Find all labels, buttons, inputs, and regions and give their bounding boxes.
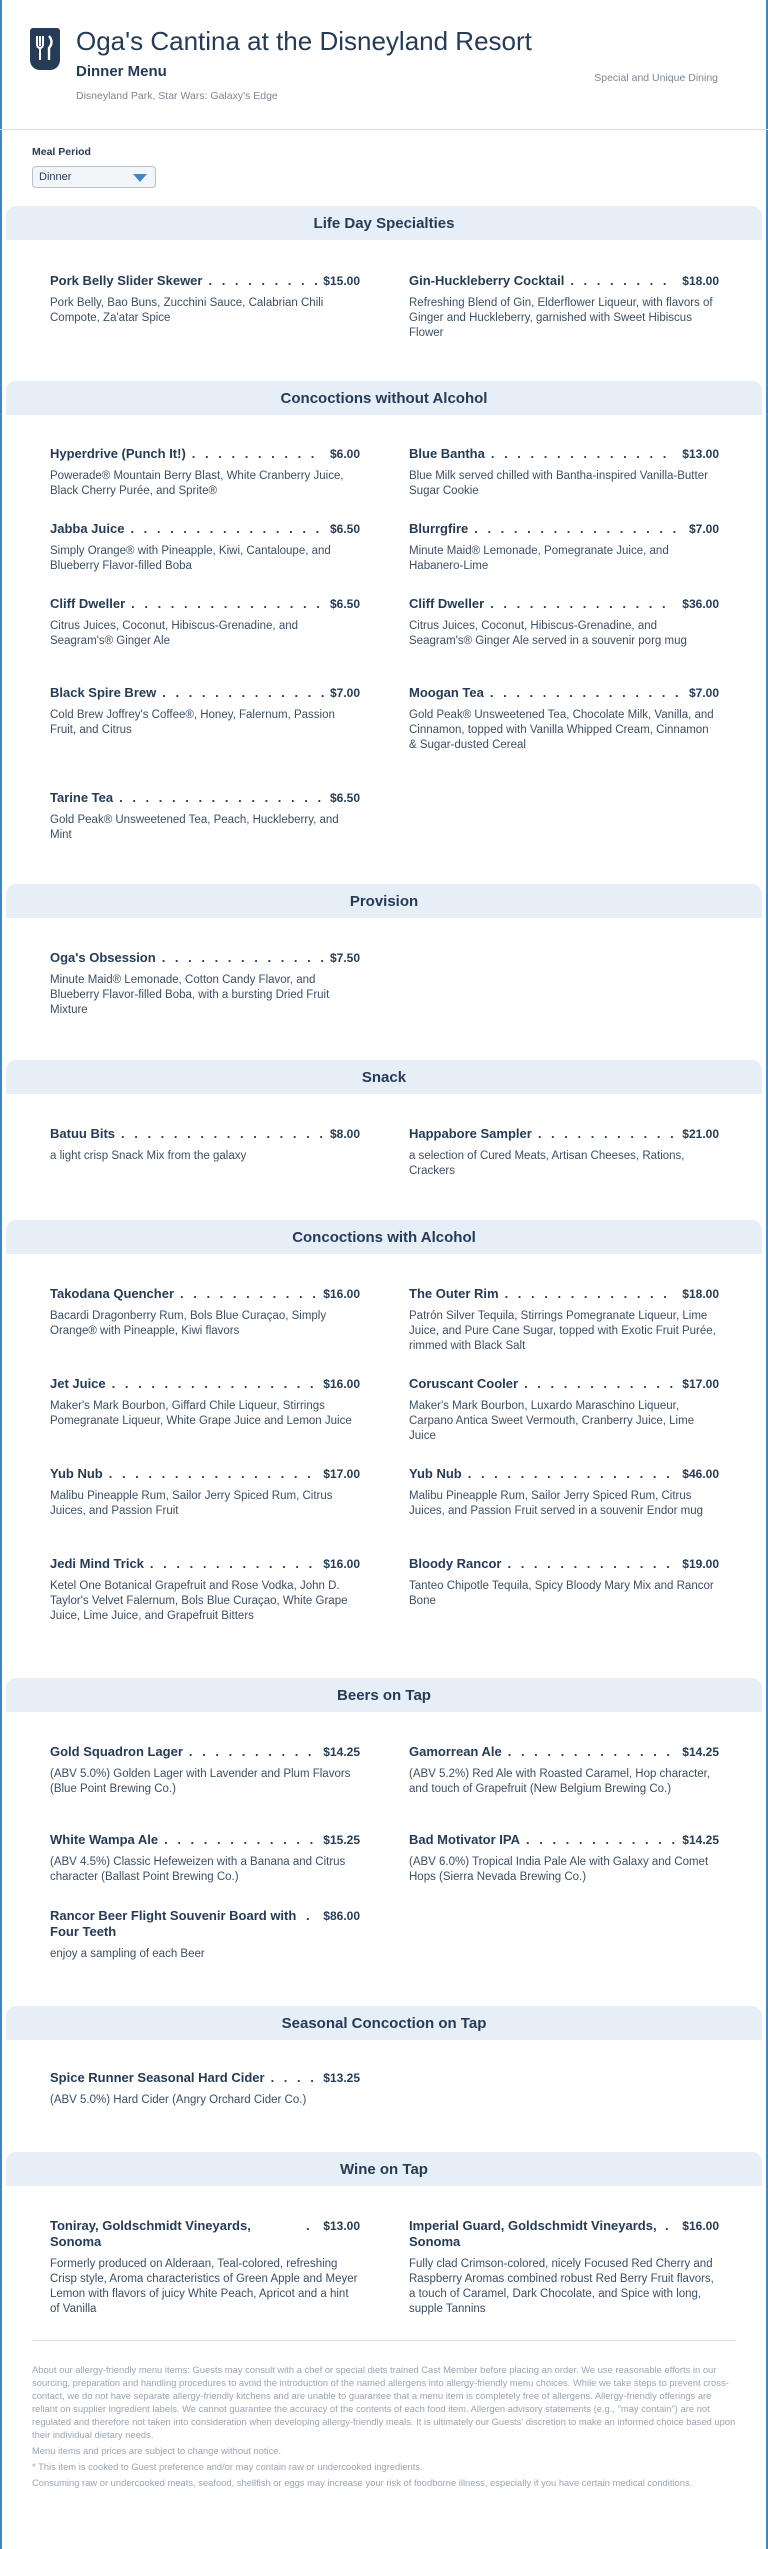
menu-item-name: Blue Bantha: [409, 446, 485, 461]
dot-leader: [119, 790, 324, 806]
dot-leader: [208, 273, 317, 289]
menu-item-header: [50, 790, 360, 806]
section-header: Snack: [6, 1060, 762, 1094]
dot-leader: [490, 685, 683, 701]
dot-leader: [505, 1286, 677, 1302]
dot-leader: [150, 1556, 317, 1572]
dot-leader: [271, 2070, 318, 2086]
dot-leader: [109, 1466, 318, 1482]
menu-item: [50, 1126, 360, 1164]
menu-item: [409, 1744, 719, 1797]
menu-item-description: Citrus Juices, Coconut, Hibiscus-Grenadine, and Seagram's® Ginger Ale: [50, 620, 299, 647]
section-header: Beers on Tap: [6, 1678, 762, 1712]
menu-item: [50, 1556, 360, 1624]
menu-item: [50, 950, 360, 1018]
menu-item-header: [409, 1466, 719, 1482]
menu-item-price: $36.00: [682, 597, 719, 611]
menu-item-description: Gold Peak® Unsweetened Tea, Chocolate Milk, Vanilla, and Cinnamon, topped with Vanilla Whipped Cream, Cinnamon & Sugar-dusted Cereal: [409, 709, 714, 751]
menu-item-description: Minute Maid® Lemonade, Pomegranate Juice, and Habanero-Lime: [409, 545, 669, 572]
menu-item-header: [50, 1126, 360, 1142]
menu-item-description: (ABV 5.2%) Red Ale with Roasted Caramel, Hop character, and touch of Grapefruit (New Belgium Brewing Co.): [409, 1768, 711, 1795]
page-header: [0, 0, 768, 130]
cooked-notice: * This item is cooked to Guest preference and/or may contain raw or undercooked ingredients.: [32, 2461, 423, 2472]
menu-item-price: $13.25: [323, 2071, 360, 2085]
menu-item-description: Ketel One Botanical Grapefruit and Rose Vodka, John D. Taylor's Velvet Falernum, Bols Blue Curaçao, White Grape Juice, Lime Juice, and Grapefruit Bitters: [50, 1580, 348, 1622]
menu-item-name: Jet Juice: [50, 1376, 106, 1391]
menu-item-description: (ABV 6.0%) Tropical India Pale Ale with Galaxy and Comet Hops (Sierra Nevada Brewing Co.): [409, 1856, 709, 1883]
menu-item-name: Takodana Quencher: [50, 1286, 175, 1301]
menu-item: [409, 1286, 719, 1354]
menu-item-header: [50, 1908, 360, 1940]
meal-period-select[interactable]: [32, 166, 156, 188]
chevron-down-icon: [133, 174, 147, 182]
menu-item-name: Jabba Juice: [50, 521, 125, 536]
menu-item-name: Imperial Guard, Goldschmidt Vineyards, Sonoma: [409, 2218, 657, 2249]
menu-item-description: Patrón Silver Tequila, Stirrings Pomegranate Liqueur, Lime Juice, and Pure Cane Sugar, topped with Exotic Fruit Purée, rimmed with Black Salt: [409, 1310, 716, 1352]
menu-item-description: Tanteo Chipotle Tequila, Spicy Bloody Mary Mix and Rancor Bone: [409, 1580, 714, 1607]
menu-item-header: [409, 1744, 719, 1760]
menu-item-name: Bad Motivator IPA: [409, 1832, 520, 1847]
menu-item-price: $13.00: [682, 447, 719, 461]
menu-item-header: [50, 1286, 360, 1302]
menu-item-header: [409, 446, 719, 462]
menu-item-name: Tarine Tea: [50, 790, 114, 805]
menu-item-price: $7.00: [688, 522, 719, 536]
menu-item-header: [409, 521, 719, 537]
menu-item: [50, 596, 360, 649]
menu-item-name: Moogan Tea: [409, 685, 484, 700]
dot-leader: [180, 1286, 317, 1302]
menu-item-price: $7.00: [688, 686, 719, 700]
dot-leader: [164, 1832, 317, 1848]
menu-item-description: Refreshing Blend of Gin, Elderflower Liqueur, with flavors of Ginger and Huckleberry, garnished with Sweet Hibiscus Flower: [409, 297, 713, 339]
dot-leader: [121, 1126, 324, 1142]
menu-item-price: $16.00: [323, 1557, 360, 1571]
menu-item: [409, 596, 719, 649]
menu-item-price: $15.00: [323, 274, 360, 288]
menu-item-name: The Outer Rim: [409, 1286, 499, 1301]
menu-item: [50, 790, 360, 843]
location-text: Disneyland Park, Star Wars: Galaxy's Edge: [76, 90, 278, 102]
menu-item-header: [409, 596, 719, 612]
menu-item-name: Yub Nub: [409, 1466, 462, 1481]
menu-item-header: [50, 1832, 360, 1848]
menu-item-price: $6.50: [329, 791, 360, 805]
dot-leader: [508, 1744, 677, 1760]
menu-item-header: [50, 950, 360, 966]
menu-item-description: Malibu Pineapple Rum, Sailor Jerry Spiced Rum, Citrus Juices, and Passion Fruit served in a souvenir Endor mug: [409, 1490, 704, 1517]
menu-item-price: $14.25: [323, 1745, 360, 1759]
menu-item-description: Malibu Pineapple Rum, Sailor Jerry Spiced Rum, Citrus Juices, and Passion Fruit: [50, 1490, 333, 1517]
menu-item-name: Cliff Dweller: [50, 596, 126, 611]
menu-item-description: Minute Maid® Lemonade, Cotton Candy Flavor, and Blueberry Flavor-filled Boba, with a bursting Dried Fruit Mixture: [50, 974, 330, 1016]
dot-leader: [162, 950, 324, 966]
menu-item-price: $17.00: [682, 1377, 719, 1391]
price-change-notice: Menu items and prices are subject to change without notice.: [32, 2445, 282, 2456]
menu-item-header: [409, 1126, 719, 1142]
menu-item-name: Cliff Dweller: [409, 596, 485, 611]
menu-item-name: Jedi Mind Trick: [50, 1556, 144, 1571]
menu-item: [50, 521, 360, 574]
menu-item: [50, 2070, 360, 2108]
menu-item-description: Citrus Juices, Coconut, Hibiscus-Grenadine, and Seagram's® Ginger Ale served in a souvenir porg mug: [409, 620, 687, 647]
menu-item: [50, 1832, 360, 1885]
menu-item: [409, 1556, 719, 1609]
menu-item: [409, 273, 719, 341]
menu-item: [50, 446, 360, 499]
menu-item-price: $6.00: [329, 447, 360, 461]
menu-item-header: [409, 2218, 719, 2250]
menu-item-header: [50, 1744, 360, 1760]
menu-item-price: $14.25: [682, 1833, 719, 1847]
menu-item: [50, 1376, 360, 1429]
menu-item-header: [50, 521, 360, 537]
dining-category-link[interactable]: Special and Unique Dining: [594, 72, 718, 84]
dot-leader: [474, 521, 683, 537]
menu-item: [409, 1832, 719, 1885]
menu-item-price: $19.00: [682, 1557, 719, 1571]
menu-item-description: Fully clad Crimson-colored, nicely Focused Red Cherry and Raspberry Aromas combined robust Red Berry Fruit flavors, a touch of Caramel, Dark Chocolate, and Spice with long, supple Tannins: [409, 2258, 714, 2315]
menu-item-price: $7.00: [329, 686, 360, 700]
dot-leader: [306, 2218, 317, 2234]
menu-item-price: $7.50: [329, 951, 360, 965]
menu-item-price: $17.00: [323, 1467, 360, 1481]
menu-item-name: Hyperdrive (Punch It!): [50, 446, 186, 461]
page-title: Oga's Cantina at the Disneyland Resort: [76, 26, 532, 56]
section-header: Concoctions with Alcohol: [6, 1220, 762, 1254]
menu-item-description: Maker's Mark Bourbon, Luxardo Maraschino Liqueur, Carpano Antica Sweet Vermouth, Cranberry Juice, Lime Juice: [409, 1400, 695, 1442]
menu-item: [50, 685, 360, 738]
allergy-footer: [32, 2340, 736, 2492]
menu-item: [50, 1466, 360, 1519]
menu-item-header: [409, 1376, 719, 1392]
menu-subtitle: Dinner Menu: [76, 63, 167, 80]
menu-item-header: [409, 685, 719, 701]
meal-period-selected: Dinner: [39, 171, 72, 183]
menu-item-header: [50, 273, 360, 289]
menu-item-price: $16.00: [323, 1287, 360, 1301]
menu-item-header: [50, 685, 360, 701]
menu-item-name: Spice Runner Seasonal Hard Cider: [50, 2070, 265, 2085]
dot-leader: [131, 596, 324, 612]
menu-item: [50, 1286, 360, 1339]
allergy-notice: About our allergy-friendly menu items: Guests may consult with a chef or special diets trained Cast Member before placing an order. We use reasonable efforts in our sourcing, preparation and handling procedures to avoid the introduction of the named allergens into allergy-friendly menu choices. While we take steps to prevent cross-contact, we do not have separate allergy-friendly kitchens and are unable to guarantee that a menu item is completely free of allergens. Allergy-friendly offerings are reliant on supplier ingredient labels. We cannot guarantee the accuracy of the contents of each food item. Allergen advisory statements (e.g., "may contain") are not regulated and therefore not taken into consideration when developing allergy-friendly meals. It is ultimately our Guests' discretion to make an informed choice based upon their individual dietary needs.: [32, 2364, 736, 2440]
menu-item-description: Maker's Mark Bourbon, Giffard Chile Liqueur, Stirrings Pomegranate Liqueur, White Grape Juice and Lemon Juice: [50, 1400, 352, 1427]
menu-item-description: (ABV 4.5%) Classic Hefeweizen with a Banana and Citrus character (Ballast Point Brewing Co.): [50, 1856, 346, 1883]
meal-period-label: Meal Period: [32, 146, 91, 158]
menu-item: [409, 446, 719, 499]
menu-item-price: $46.00: [682, 1467, 719, 1481]
dot-leader: [570, 273, 676, 289]
menu-item-price: $16.00: [682, 2219, 719, 2233]
section-header: Seasonal Concoction on Tap: [6, 2006, 762, 2040]
menu-item-description: Gold Peak® Unsweetened Tea, Peach, Huckleberry, and Mint: [50, 814, 339, 841]
menu-item-name: Happabore Sampler: [409, 1126, 532, 1141]
menu-item-price: $86.00: [323, 1909, 360, 1923]
menu-item-header: [50, 1556, 360, 1572]
section-header: Wine on Tap: [6, 2152, 762, 2186]
menu-item: [409, 1466, 719, 1519]
menu-item: [50, 1744, 360, 1797]
menu-item-description: (ABV 5.0%) Golden Lager with Lavender and Plum Flavors (Blue Point Brewing Co.): [50, 1768, 351, 1795]
menu-item-description: a selection of Cured Meats, Artisan Cheeses, Rations, Crackers: [409, 1150, 685, 1177]
dot-leader: [468, 1466, 677, 1482]
menu-item-header: [409, 1832, 719, 1848]
menu-item-name: Toniray, Goldschmidt Vineyards, Sonoma: [50, 2218, 251, 2249]
dot-leader: [130, 521, 324, 537]
dot-leader: [306, 1908, 317, 1924]
menu-item: [409, 521, 719, 574]
menu-item-price: $21.00: [682, 1127, 719, 1141]
dot-leader: [524, 1376, 676, 1392]
menu-item-price: $13.00: [323, 2219, 360, 2233]
menu-item-header: [50, 2070, 360, 2086]
menu-item-description: Bacardi Dragonberry Rum, Bols Blue Curaçao, Simply Orange® with Pineapple, Kiwi flavors: [50, 1310, 327, 1337]
dot-leader: [189, 1744, 317, 1760]
menu-item-description: Formerly produced on Alderaan, Teal-colored, refreshing Crisp style, Aroma characteristics of Green Apple and Meyer Lemon with flavors of juicy White Peach, Apricot and a hint of Vanilla: [50, 2258, 358, 2315]
menu-item-header: [409, 1556, 719, 1572]
raw-food-warning: Consuming raw or undercooked meats, seafood, shellfish or eggs may increase your risk of foodborne illness, especially if you have certain medical conditions.: [32, 2477, 693, 2488]
section-header: Provision: [6, 884, 762, 918]
menu-item-header: [50, 446, 360, 462]
menu-item-name: Oga's Obsession: [50, 950, 156, 965]
menu-item-description: Powerade® Mountain Berry Blast, White Cranberry Juice, Black Cherry Purée, and Sprite®: [50, 470, 344, 497]
menu-item-header: [409, 1286, 719, 1302]
dot-leader: [665, 2218, 676, 2234]
menu-item-description: enjoy a sampling of each Beer: [50, 1948, 205, 1960]
dot-leader: [112, 1376, 318, 1392]
dot-leader: [162, 685, 324, 701]
menu-item: [409, 685, 719, 753]
menu-item: [50, 2218, 360, 2317]
menu-item-price: $6.50: [329, 522, 360, 536]
menu-item-name: Gamorrean Ale: [409, 1744, 502, 1759]
menu-item-header: [409, 273, 719, 289]
restaurant-logo-icon: [30, 28, 60, 70]
menu-item-name: Black Spire Brew: [50, 685, 157, 700]
menu-item-name: Gold Squadron Lager: [50, 1744, 183, 1759]
menu-item-header: [50, 2218, 360, 2250]
menu-item-name: Gin-Huckleberry Cocktail: [409, 273, 565, 288]
menu-item-name: Batuu Bits: [50, 1126, 115, 1141]
menu-item-description: Simply Orange® with Pineapple, Kiwi, Cantaloupe, and Blueberry Flavor-filled Boba: [50, 545, 331, 572]
menu-item: [50, 273, 360, 326]
menu-item-name: Coruscant Cooler: [409, 1376, 519, 1391]
menu-item-name: White Wampa Ale: [50, 1832, 159, 1847]
menu-item-name: Rancor Beer Flight Souvenir Board with Four Teeth: [50, 1908, 297, 1939]
menu-item-price: $14.25: [682, 1745, 719, 1759]
menu-item-name: Blurrgfire: [409, 521, 469, 536]
menu-item-price: $6.50: [329, 597, 360, 611]
menu-item-header: [50, 1376, 360, 1392]
menu-item-header: [50, 596, 360, 612]
menu-item-description: a light crisp Snack Mix from the galaxy: [50, 1150, 247, 1162]
dot-leader: [192, 446, 324, 462]
menu-item-description: Blue Milk served chilled with Bantha-inspired Vanilla-Butter Sugar Cookie: [409, 470, 708, 497]
dot-leader: [491, 446, 676, 462]
dot-leader: [490, 596, 676, 612]
section-header: Life Day Specialties: [6, 206, 762, 240]
menu-item-price: $16.00: [323, 1377, 360, 1391]
menu-item: [409, 1126, 719, 1179]
menu-item-name: Bloody Rancor: [409, 1556, 502, 1571]
menu-item-name: Pork Belly Slider Skewer: [50, 273, 203, 288]
menu-item-price: $18.00: [682, 274, 719, 288]
section-header: Concoctions without Alcohol: [6, 381, 762, 415]
menu-item: [50, 1908, 360, 1962]
menu-item: [409, 1376, 719, 1444]
menu-item-name: Yub Nub: [50, 1466, 103, 1481]
menu-item-description: (ABV 5.0%) Hard Cider (Angry Orchard Cider Co.): [50, 2094, 307, 2106]
menu-item-description: Pork Belly, Bao Buns, Zucchini Sauce, Calabrian Chili Compote, Za'atar Spice: [50, 297, 324, 324]
menu-item: [409, 2218, 719, 2317]
dot-leader: [526, 1832, 676, 1848]
menu-item-header: [50, 1466, 360, 1482]
menu-item-description: Cold Brew Joffrey's Coffee®, Honey, Falernum, Passion Fruit, and Citrus: [50, 709, 335, 736]
dot-leader: [538, 1126, 676, 1142]
meal-period-filter: [32, 146, 156, 188]
menu-item-price: $8.00: [329, 1127, 360, 1141]
menu-item-price: $15.25: [323, 1833, 360, 1847]
menu-item-price: $18.00: [682, 1287, 719, 1301]
dot-leader: [507, 1556, 676, 1572]
